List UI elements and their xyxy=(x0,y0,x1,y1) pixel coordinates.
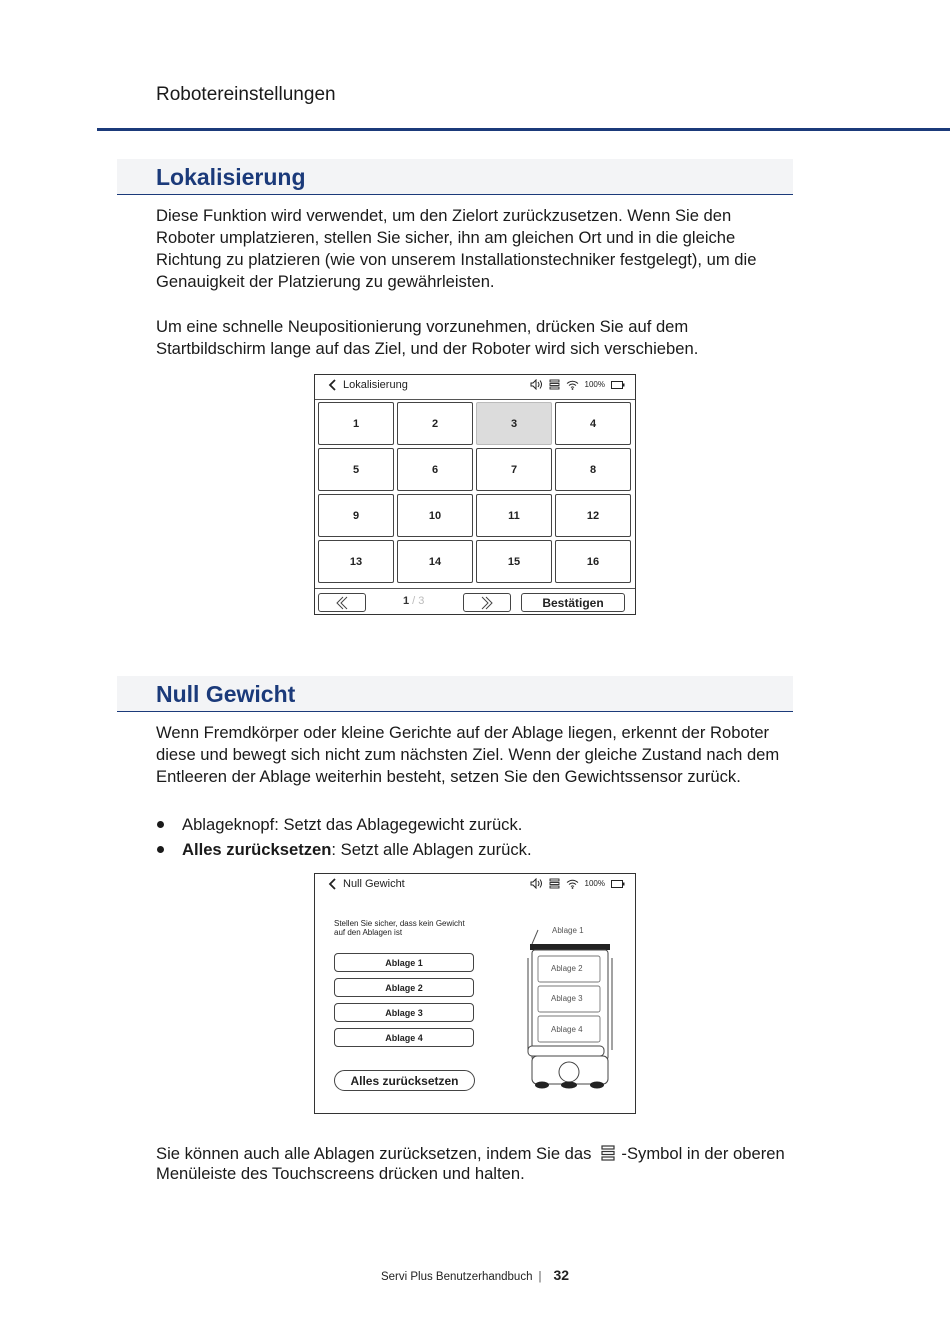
location-cell[interactable]: 7 xyxy=(476,448,552,491)
status-bar xyxy=(315,874,635,898)
list-item: Alles zurücksetzen: Setzt alle Ablagen zurück. xyxy=(156,837,786,862)
battery-percent: 100% xyxy=(584,380,605,389)
footer-separator: | xyxy=(538,1271,542,1283)
location-cell[interactable]: 4 xyxy=(555,402,631,445)
tray-3-button[interactable]: Ablage 3 xyxy=(334,1003,474,1022)
location-cell[interactable]: 10 xyxy=(397,494,473,537)
location-cell[interactable]: 16 xyxy=(555,540,631,583)
pager-bar xyxy=(315,588,635,612)
wifi-icon xyxy=(566,879,579,889)
page-footer xyxy=(0,1267,950,1283)
location-cell[interactable]: 9 xyxy=(318,494,394,537)
prev-page-button[interactable] xyxy=(318,593,366,612)
paragraph: Um eine schnelle Neupositionierung vorzunehmen, drücken Sie auf dem Startbildschirm lange auf das Ziel, und der Roboter wird sich verschieben. xyxy=(156,317,699,358)
trays-icon[interactable] xyxy=(549,878,560,889)
list-item: Ablageknopf: Setzt das Ablagegewicht zurück. xyxy=(156,812,786,837)
battery-icon xyxy=(611,381,625,389)
reset-all-button[interactable]: Alles zurücksetzen xyxy=(334,1070,475,1091)
status-bar xyxy=(315,375,635,399)
location-cell[interactable]: 3 xyxy=(476,402,552,445)
confirm-button[interactable]: Bestätigen xyxy=(521,593,625,612)
page-number: 32 xyxy=(553,1267,570,1283)
tray-2-button[interactable]: Ablage 2 xyxy=(334,978,474,997)
screen-title: Null Gewicht xyxy=(343,878,405,890)
paragraph: Wenn Fremdkörper oder kleine Gerichte auf der Ablage liegen, erkennt der Roboter diese und bewegt sich nicht zum nächsten Ziel. Wenn der gleiche Zustand nach dem Entleeren der Ablage weiterhin besteht, setzen Sie den Gewichtssensor zurück. xyxy=(156,723,780,786)
section-title: Null Gewicht xyxy=(156,681,296,707)
status-icons xyxy=(530,379,625,390)
section-title: Lokalisierung xyxy=(156,164,306,190)
screen-title: Lokalisierung xyxy=(343,379,408,391)
double-chevron-left-icon xyxy=(334,596,350,610)
manual-title: Servi Plus Benutzerhandbuch xyxy=(380,1271,533,1283)
trays-icon[interactable] xyxy=(549,379,560,390)
robot-label: Ablage 2 xyxy=(551,964,583,973)
divider xyxy=(315,399,635,400)
zero-weight-screen xyxy=(314,873,636,1114)
robot-illustration xyxy=(520,922,620,1092)
header-rule xyxy=(97,128,950,131)
back-arrow-icon[interactable] xyxy=(327,378,339,392)
instruction-text: Stellen Sie sicher, dass kein Gewicht auf den Ablagen ist xyxy=(334,919,465,937)
status-icons xyxy=(530,878,625,889)
robot-label: Ablage 1 xyxy=(552,926,584,935)
location-cell[interactable]: 11 xyxy=(476,494,552,537)
location-cell[interactable]: 15 xyxy=(476,540,552,583)
location-cell[interactable]: 5 xyxy=(318,448,394,491)
location-cell[interactable]: 12 xyxy=(555,494,631,537)
location-cell[interactable]: 2 xyxy=(397,402,473,445)
battery-percent: 100% xyxy=(584,879,605,888)
tray-1-button[interactable]: Ablage 1 xyxy=(334,953,474,972)
double-chevron-right-icon xyxy=(479,596,495,610)
location-cell[interactable]: 8 xyxy=(555,448,631,491)
back-arrow-icon[interactable] xyxy=(327,877,339,891)
location-grid xyxy=(318,402,631,583)
paragraph: Sie können auch alle Ablagen zurücksetzen, indem Sie das -Symbol in der oberen Menüleiste des Touchscreens drücken und halten. xyxy=(156,1144,785,1183)
wifi-icon xyxy=(566,380,579,390)
location-cell[interactable]: 13 xyxy=(318,540,394,583)
running-header: Robotereinstellungen xyxy=(156,84,336,105)
section-header-lokalisierung xyxy=(117,159,793,195)
robot-label: Ablage 3 xyxy=(551,994,583,1003)
location-cell[interactable]: 14 xyxy=(397,540,473,583)
next-page-button[interactable] xyxy=(463,593,511,612)
speaker-icon[interactable] xyxy=(530,379,543,390)
robot-label: Ablage 4 xyxy=(551,1025,583,1034)
page-indicator: 1 / 3 xyxy=(403,595,425,607)
localization-screen xyxy=(314,374,636,615)
location-cell[interactable]: 6 xyxy=(397,448,473,491)
tray-4-button[interactable]: Ablage 4 xyxy=(334,1028,474,1047)
speaker-icon[interactable] xyxy=(530,878,543,889)
section-header-null-gewicht xyxy=(117,676,793,712)
trays-icon xyxy=(599,1144,617,1162)
bullet-list xyxy=(156,812,786,862)
battery-icon xyxy=(611,880,625,888)
paragraph: Diese Funktion wird verwendet, um den Zielort zurückzusetzen. Wenn Sie den Roboter umplatzieren, stellen Sie sicher, ihn am gleichen Ort und in die gleiche Richtung zu platzieren (wie von unserem Installationstechniker festgelegt), um die Genauigkeit der Platzierung zu gewährleisten. xyxy=(156,206,757,291)
location-cell[interactable]: 1 xyxy=(318,402,394,445)
